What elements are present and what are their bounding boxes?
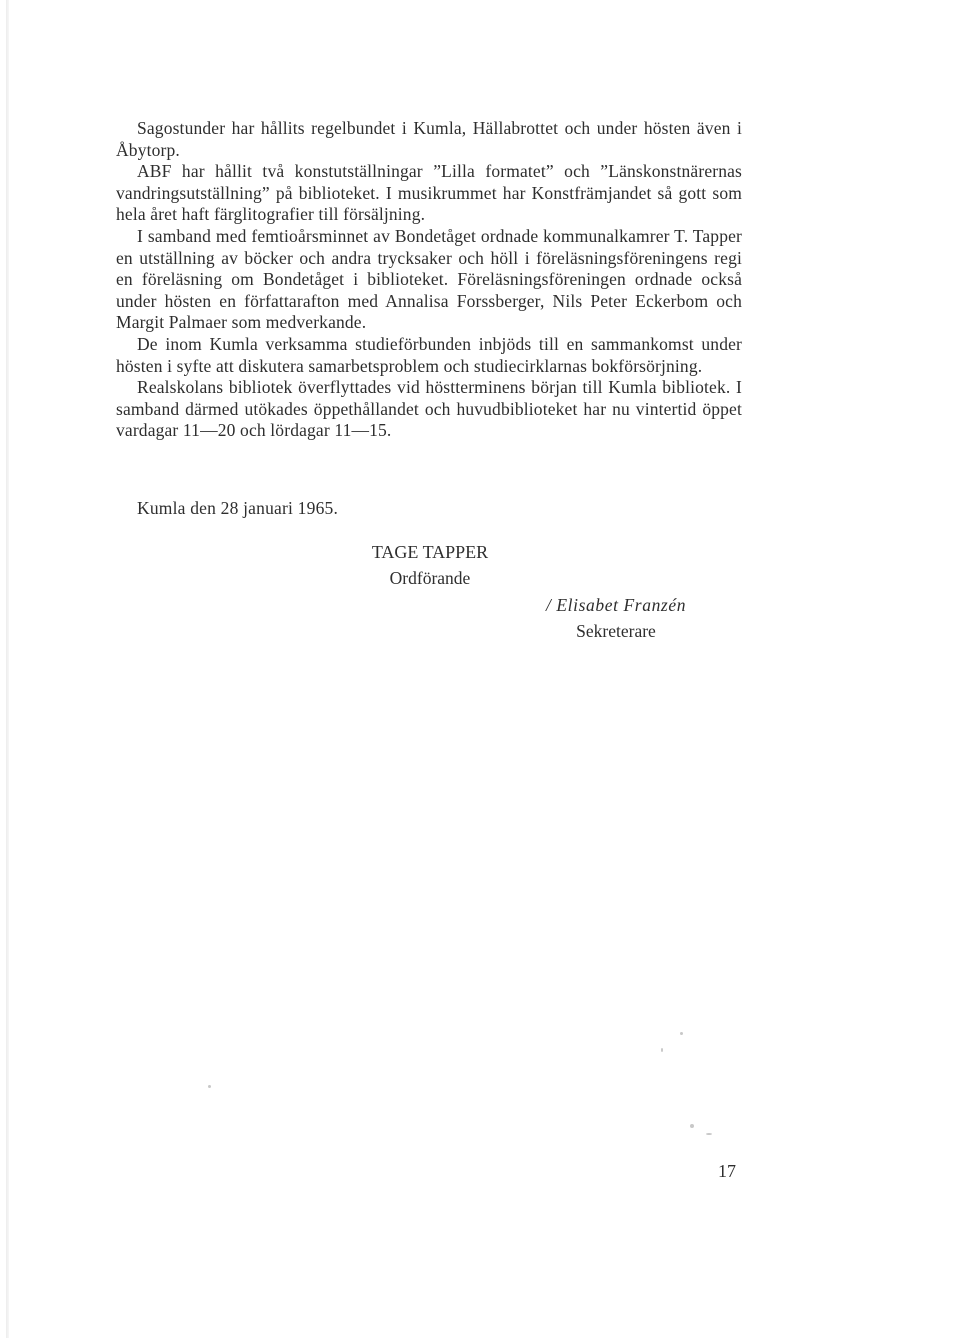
body-text [116,118,742,442]
scan-speck [690,1124,694,1128]
paragraph-exhibitions: ABF har hållit två konstutställningar ”Lilla formatet” och ”Länskonstnärernas vandringsutställning” på biblioteket. I musikrummet har Konstfrämjandet så gott som hela året haft färglitografier till försäljning. [116,161,742,225]
paragraph-storytelling: Sagostunder har hållits regelbundet i Kumla, Hällabrottet och under hösten även i Åbytorp. [116,118,742,160]
date-line: Kumla den 28 januari 1965. [137,498,339,518]
signatory-secretary-title: Sekreterare [576,621,656,641]
signatory-secretary-name: / Elisabet Franzén [545,595,687,615]
page-edge-shadow [6,0,9,1338]
paragraph-bondetaget: I samband med femtioårsminnet av Bondetåget ordnade kommunalkamrer T. Tapper en utställning av böcker och andra trycksaker och höll i föreläsningsföreningens regi en föreläsning om Bondetåget i biblioteket. Föreläsningsföreningen ordnade också under hösten en författarafton med Annalisa Forssberger, Nils Peter Eckerbom och Margit Palmaer som medverkande. [116,225,742,333]
signatory-chair-name: TAGE TAPPER [371,542,489,562]
paragraph-study-associations: De inom Kumla verksamma studieförbunden inbjöds till en sammankomst under hösten i syfte att diskutera samarbetsproblem och studiecirklarnas bokförsörjning. [116,333,742,376]
scan-speck [680,1032,683,1035]
scan-speck [706,1133,712,1135]
scan-speck [208,1085,211,1088]
scan-speck [661,1048,663,1052]
page-number: 17 [718,1161,736,1181]
signatory-chair-title: Ordförande [389,568,471,588]
paragraph-opening-hours: Realskolans bibliotek överflyttades vid höstterminens början till Kumla bibliotek. I samband därmed utökades öppethållandet och huvudbiblioteket har nu vintertid öppet vardagar 11—20 och lördagar 11—15. [116,377,742,441]
